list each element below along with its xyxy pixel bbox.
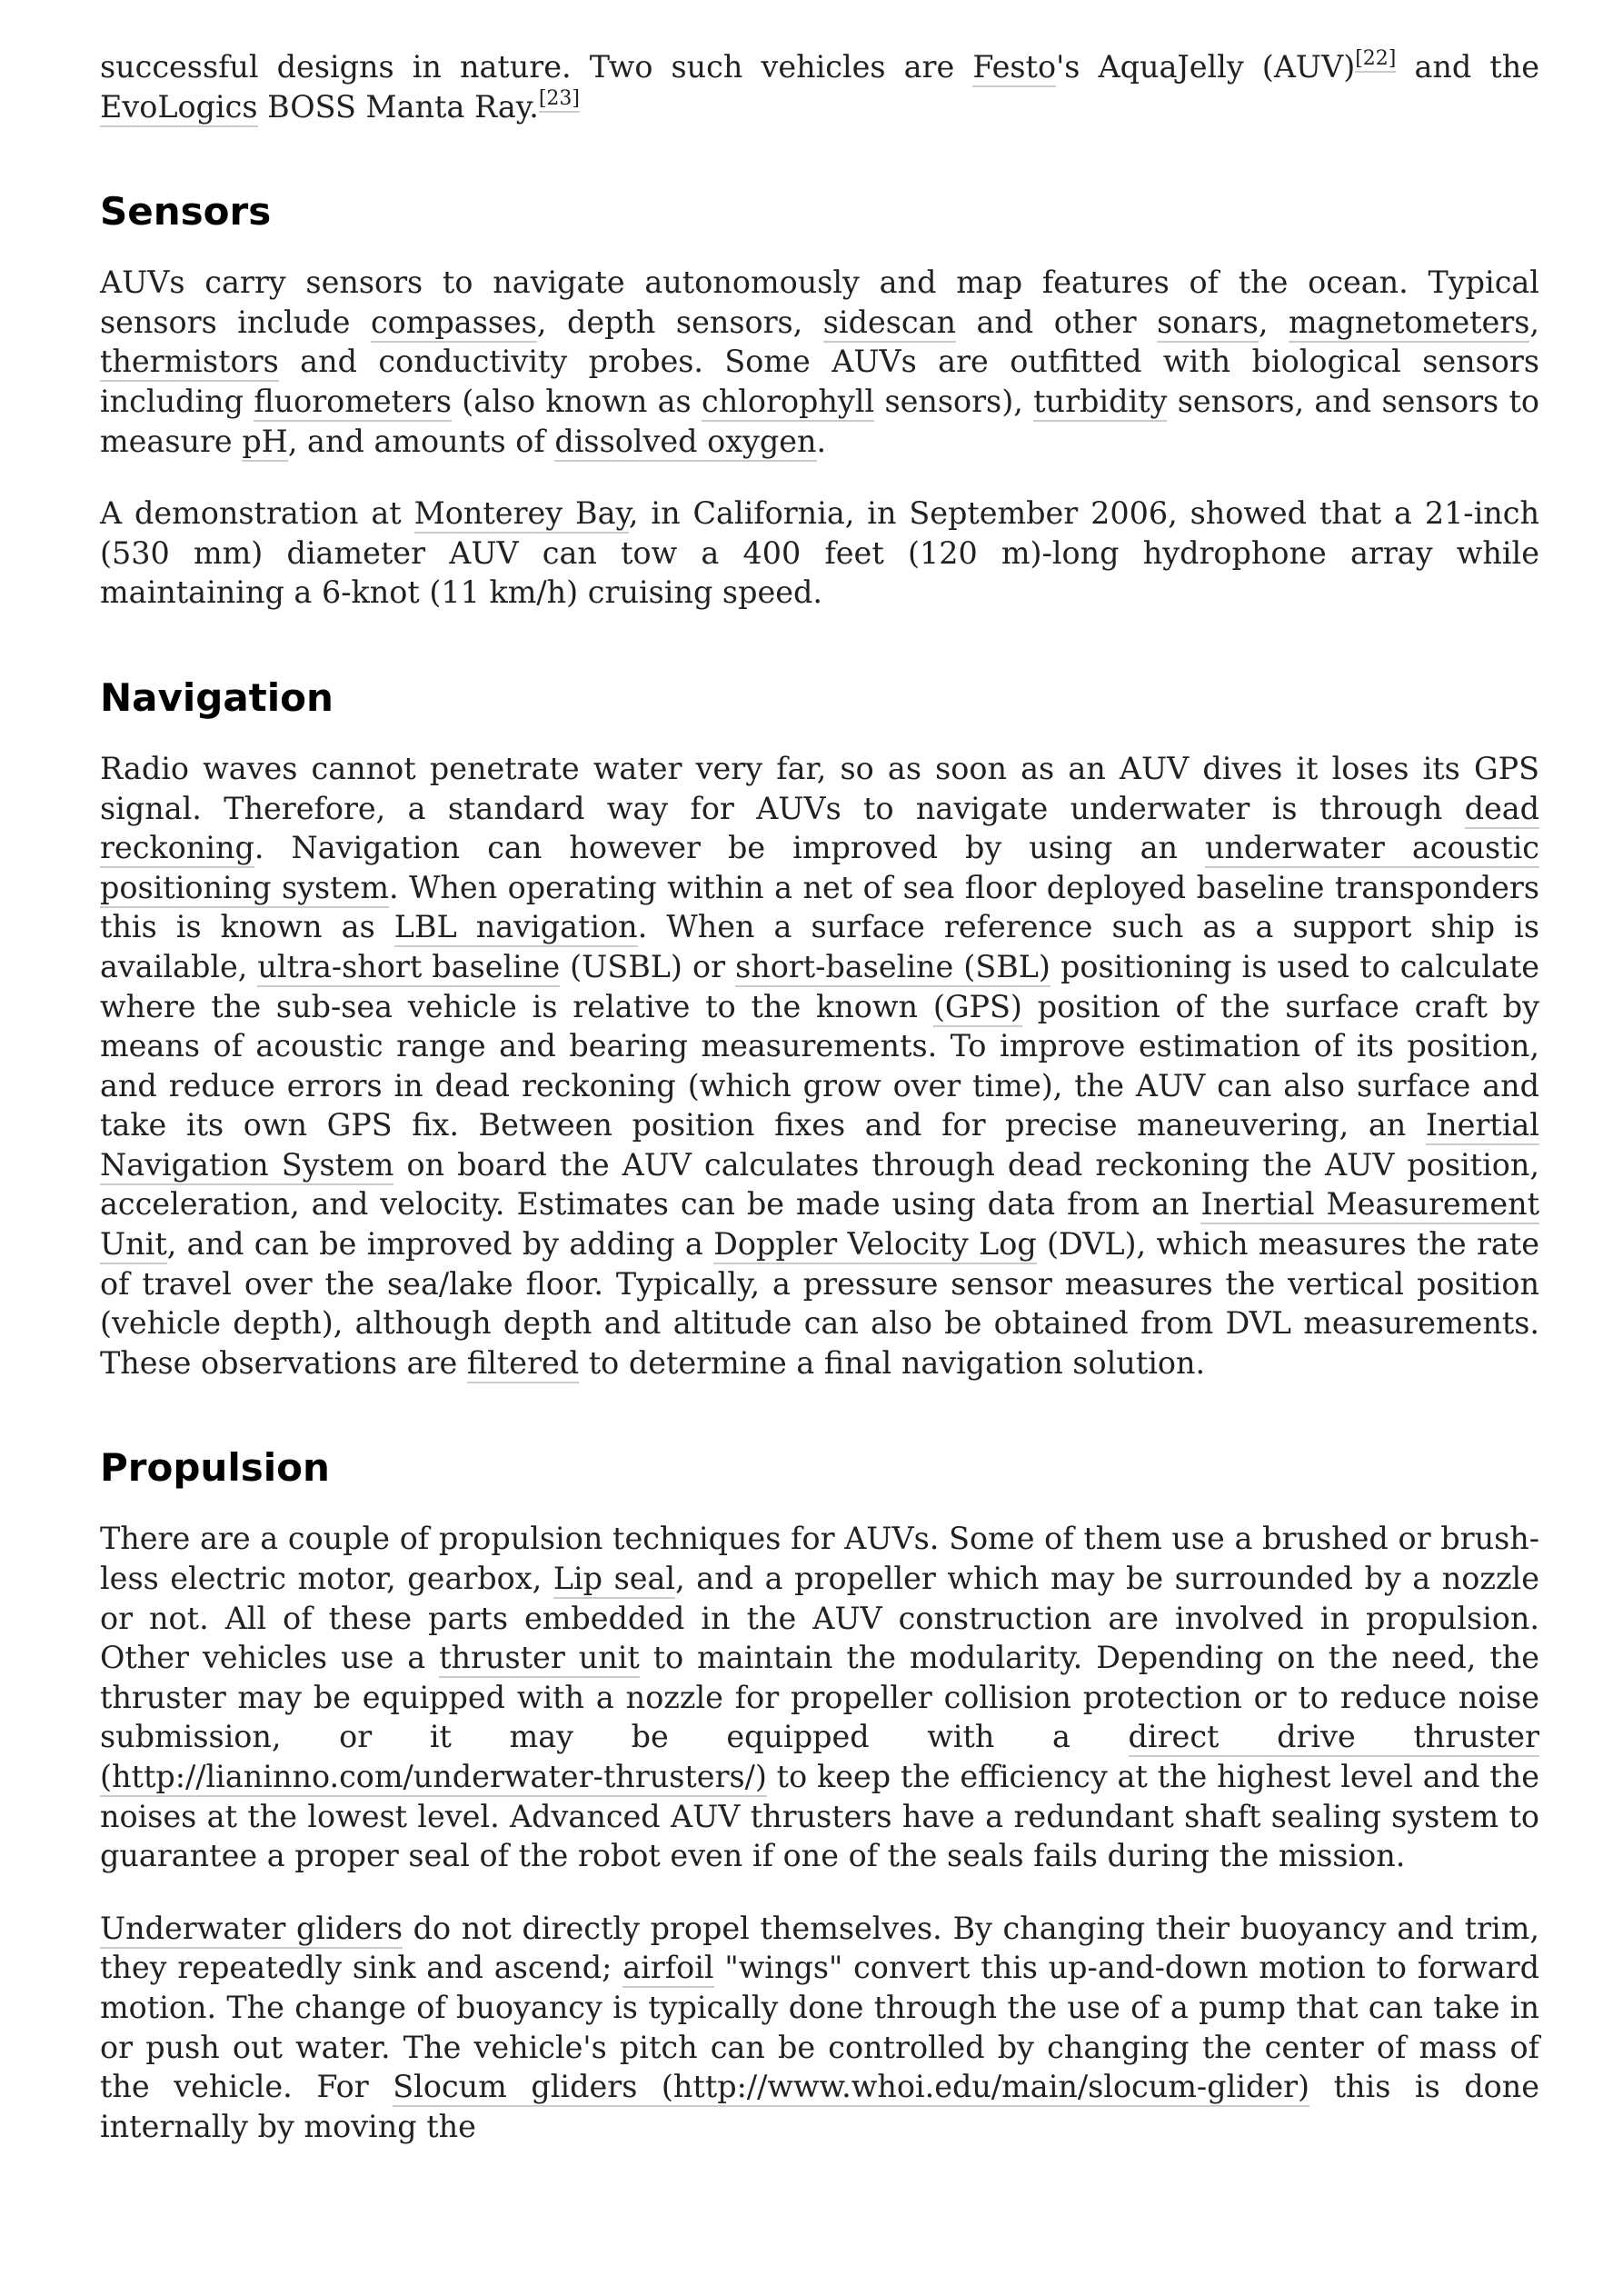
text: (DVL), which measures the rate of travel over the sea/lake floor. Typically, a pressure sensor measures the vertical position (vehicle depth), although depth and altitude can also be obtained from DVL measurements. These observations are — [100, 1226, 1539, 1381]
propulsion-paragraph-2 — [100, 1909, 1539, 2147]
text: BOSS Manta Ray. — [257, 88, 539, 125]
link-airfoil[interactable]: airfoil — [622, 1950, 713, 1988]
text: on board the AUV calculates through dead reckoning the AUV position, acceleration, and velocity. Estimates can be made using data from an — [100, 1146, 1539, 1223]
text: (USBL) or — [560, 948, 736, 984]
text: Radio waves cannot penetrate water very far, so as soon as an AUV dives it loses its GPS signal. Therefore, a standard way for AUVs to navigate underwater is through — [100, 750, 1539, 826]
link-turbidity[interactable]: turbidity — [1033, 384, 1167, 422]
link-underwater-gliders[interactable]: Underwater gliders — [100, 1911, 403, 1949]
text: "wings" convert this up-and-down motion to forward motion. The change of buoyancy is typically done through the use of a pump that can take in or push out water. The vehicle's pitch can be controlled by changing the center of mass of the vehicle. For — [100, 1950, 1539, 2105]
link-monterey-bay[interactable]: Monterey Bay — [414, 495, 629, 534]
navigation-paragraph-1 — [100, 749, 1539, 1383]
text: this is done internally by moving the — [100, 2069, 1540, 2144]
link-ph[interactable]: pH — [242, 424, 288, 462]
link-magnetometers[interactable]: magnetometers — [1289, 304, 1529, 343]
text: to maintain the modularity. Depending on the need, the thruster may be equipped with a nozzle for propeller collision protection or to reduce noise submission, or it may be equipped with a — [100, 1640, 1540, 1755]
link-thermistors[interactable]: thermistors — [100, 344, 279, 382]
text: . — [816, 423, 827, 459]
link-short-baseline[interactable]: short-baseline (SBL) — [735, 949, 1050, 987]
text: , — [1258, 304, 1289, 340]
text: do not directly propel themselves. By changing their buoyancy and trim, they repeatedly sink and ascend; — [100, 1910, 1539, 1986]
intro-paragraph — [100, 47, 1539, 126]
link-slocum-gliders[interactable]: Slocum gliders (http://www.whoi.edu/main/slocum-glider) — [393, 2069, 1309, 2107]
link-sidescan[interactable]: sidescan — [823, 304, 956, 343]
text: , and can be improved by adding a — [166, 1226, 714, 1263]
text: and other — [956, 304, 1158, 340]
link-sonars[interactable]: sonars — [1157, 304, 1259, 343]
text: and conductivity probes. Some AUVs are outfitted with biological sensors including — [100, 344, 1539, 419]
citation-link-22[interactable]: [22] — [1355, 47, 1396, 73]
citation-22 — [1355, 47, 1396, 73]
link-evologics[interactable]: EvoLogics — [100, 89, 258, 127]
link-festo[interactable]: Festo — [972, 49, 1056, 87]
text: , depth sensors, — [536, 304, 823, 340]
link-dissolved-oxygen[interactable]: dissolved oxygen — [554, 424, 816, 462]
link-ultra-short-baseline[interactable]: ultra-short baseline — [257, 949, 560, 987]
text: , in California, in September 2006, showed that a 21-inch (530 mm) diameter AUV can tow a 400 feet (120 m)-long hydrophone array while maintaining a 6-knot (11 km/h) cruising speed. — [100, 495, 1539, 611]
sensors-paragraph-2 — [100, 494, 1539, 613]
sensors-paragraph-1 — [100, 263, 1539, 461]
text: 's AquaJelly (AUV) — [1056, 49, 1356, 85]
link-chlorophyll[interactable]: chlorophyll — [702, 384, 874, 422]
text: and the — [1396, 49, 1539, 85]
heading-sensors: Sensors — [100, 189, 272, 235]
text: (also known as — [451, 383, 702, 419]
link-inertial-measurement-unit[interactable]: Inertial Measurement Unit — [100, 1186, 1539, 1264]
propulsion-paragraph-1 — [100, 1519, 1539, 1875]
link-underwater-acoustic-positioning[interactable]: underwater acoustic positioning system — [100, 830, 1539, 908]
text: . Navigation can however be improved by using an — [254, 830, 1206, 866]
text: position of the surface craft by means of acoustic range and bearing measurements. To improve estimation of its position, and reduce errors in dead reckoning (which grow over time), the AUV can also surface and take its own GPS fix. Between position fixes and for precise maneuvering, an — [100, 988, 1539, 1143]
text: AUVs carry sensors to navigate autonomously and map features of the ocean. Typical sensors include — [100, 265, 1539, 340]
article-body — [100, 47, 1539, 2146]
text: to keep the efficiency at the highest level and the noises at the lowest level. Advanced AUV thrusters have a redundant shaft sealing system to guarantee a proper seal of the robot even if one of the seals fails during the mission. — [100, 1759, 1539, 1874]
text: successful designs in nature. Two such vehicles are — [100, 49, 973, 85]
text: sensors), — [874, 383, 1034, 419]
text: to determine a final navigation solution. — [579, 1344, 1206, 1381]
link-inertial-navigation-system[interactable]: Inertial Navigation System — [100, 1107, 1539, 1185]
text: There are a couple of propulsion techniques for AUVs. Some of them use a brushed or brush-less electric motor, gearbox, — [100, 1521, 1539, 1597]
text: , and amounts of — [287, 423, 555, 459]
text: positioning is used to calculate where the sub-sea vehicle is relative to the known — [100, 948, 1539, 1024]
link-gps[interactable]: (GPS) — [933, 989, 1022, 1027]
citation-link-23[interactable]: [23] — [539, 87, 580, 113]
citation-23 — [539, 87, 580, 113]
text: , — [1529, 304, 1539, 340]
link-dead-reckoning[interactable]: dead reckoning — [100, 791, 1539, 869]
heading-propulsion: Propulsion — [100, 1445, 330, 1491]
text: . When a surface reference such as a support ship is available, — [100, 909, 1540, 984]
link-lbl-navigation[interactable]: LBL navigation — [394, 909, 638, 947]
link-compasses[interactable]: compasses — [371, 304, 537, 343]
link-direct-drive-thruster[interactable]: direct drive thruster (http://lianinno.com/underwater-thrusters/) — [100, 1719, 1539, 1797]
text: A demonstration at — [100, 495, 414, 532]
link-thruster-unit[interactable]: thruster unit — [439, 1640, 640, 1678]
link-lip-seal[interactable]: Lip seal — [553, 1561, 675, 1599]
heading-navigation: Navigation — [100, 674, 334, 720]
text: sensors, and sensors to measure — [100, 383, 1540, 459]
link-fluorometers[interactable]: fluorometers — [254, 384, 452, 422]
link-filtered[interactable]: filtered — [467, 1345, 579, 1383]
link-doppler-velocity-log[interactable]: Doppler Velocity Log — [713, 1226, 1037, 1264]
text: . When operating within a net of sea floor deployed baseline transponders this is known as — [100, 869, 1539, 945]
text: , and a propeller which may be surrounded by a nozzle or not. All of these parts embedded in the AUV construction are involved in propulsion. Other vehicles use a — [100, 1561, 1539, 1676]
